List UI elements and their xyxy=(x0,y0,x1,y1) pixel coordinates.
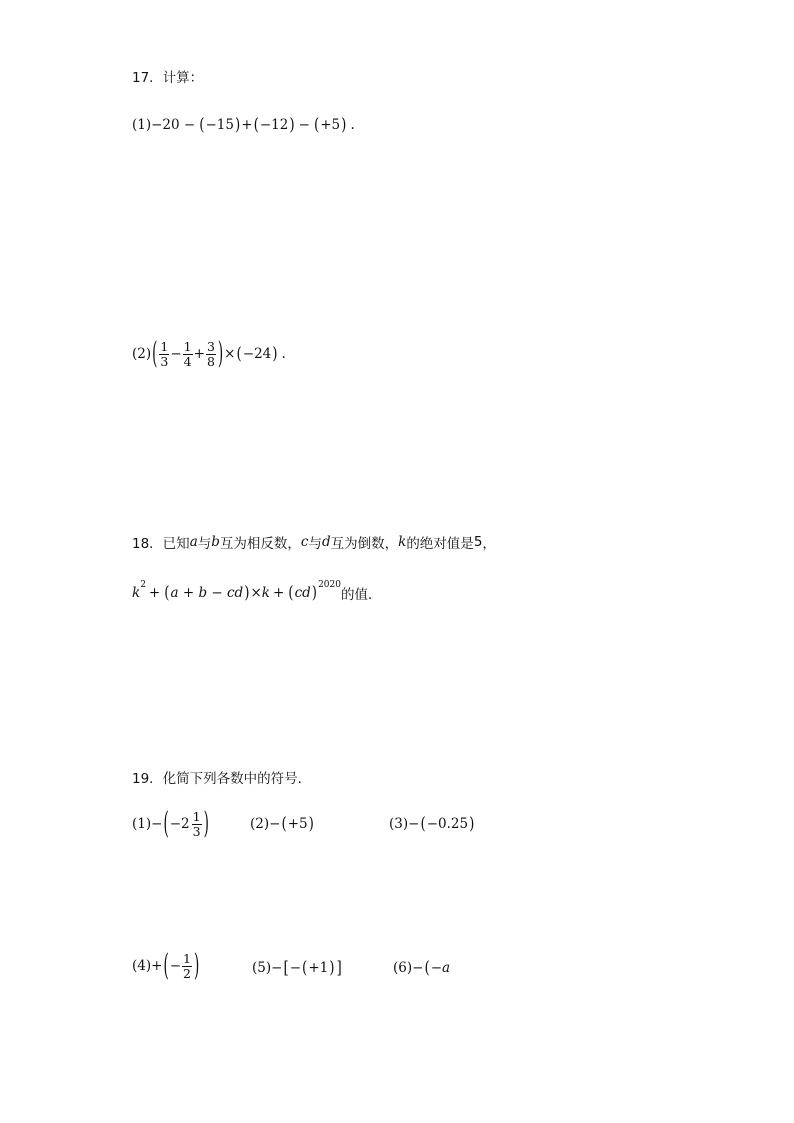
op: × xyxy=(250,585,262,601)
label: (3)− xyxy=(389,816,420,832)
label: (5)− xyxy=(252,960,283,976)
label: (1)− xyxy=(132,816,163,833)
q19-stem xyxy=(132,767,311,787)
q19-item-6 xyxy=(393,960,450,976)
q17-p2-end: . xyxy=(281,346,286,363)
q17-p1-op8: − xyxy=(298,117,310,133)
paren: ) xyxy=(311,583,318,603)
numerator: 1 xyxy=(160,339,169,354)
sign: − xyxy=(169,958,182,975)
q17-part2 xyxy=(132,336,286,372)
var-a: a xyxy=(189,534,198,550)
paren: ) xyxy=(235,115,241,135)
q19-item-2 xyxy=(250,816,315,832)
exponent: 2020 xyxy=(318,580,341,590)
paren: ( xyxy=(288,583,294,603)
q18-stem xyxy=(132,532,496,552)
big-paren-right: ) xyxy=(217,336,224,372)
q18-part: 与 xyxy=(197,536,212,552)
cd: cd xyxy=(294,585,311,601)
value: +5 xyxy=(287,816,308,832)
paren: ( xyxy=(302,958,308,978)
big-paren-right: ) xyxy=(193,948,200,984)
paren: ( xyxy=(236,344,242,365)
numerator: 3 xyxy=(206,339,215,354)
paren: ) xyxy=(329,958,335,978)
q17-p1-term2: −15 xyxy=(205,117,234,133)
big-paren-left: ( xyxy=(163,806,169,842)
q18-part: 互为相反数， xyxy=(219,536,301,552)
q19-item-3 xyxy=(389,816,475,832)
big-paren-left: ( xyxy=(152,336,158,372)
value: −0.25 xyxy=(426,816,469,832)
paren: ) xyxy=(289,115,295,135)
q18-part: 与 xyxy=(308,536,322,552)
fraction xyxy=(192,810,202,839)
var-d: d xyxy=(321,534,331,550)
q17-p1-op4: + xyxy=(241,117,253,133)
q17-stem xyxy=(132,66,203,86)
paren: ( xyxy=(253,115,259,135)
q17-stem-text: 17．计算： xyxy=(132,70,204,86)
denominator: 3 xyxy=(160,353,169,369)
q17-p1-label: (1) xyxy=(132,117,152,133)
var-k: k xyxy=(132,585,141,601)
q17-p1-term6: −12 xyxy=(259,117,289,133)
numerator: 1 xyxy=(183,339,192,354)
q18-part: 的绝对值是 xyxy=(406,536,474,552)
denominator: 2 xyxy=(183,965,191,981)
q18-num: 5 xyxy=(473,534,483,550)
var-k: k xyxy=(398,534,407,550)
paren: ) xyxy=(308,814,314,834)
q17-part1 xyxy=(132,117,355,133)
q19-item-1 xyxy=(132,806,210,842)
paren: ( xyxy=(164,583,170,603)
op: + xyxy=(193,346,205,363)
paren: ( xyxy=(313,115,320,135)
bracket: ] xyxy=(336,958,342,978)
q17-p1-term0: −20 − xyxy=(151,117,196,133)
q19-item-5 xyxy=(252,960,343,976)
q17-p2-label: (2) xyxy=(132,346,152,363)
paren: ( xyxy=(424,958,430,978)
paren: ) xyxy=(469,814,475,834)
q17-p1-term10: +5 xyxy=(320,117,341,133)
integer-part: −2 xyxy=(169,816,190,833)
numerator: 1 xyxy=(183,951,191,966)
inner-expr: a + b − cd xyxy=(170,585,244,601)
q18-tail: 的值． xyxy=(340,587,382,603)
times: × xyxy=(224,346,236,363)
label: (6)− xyxy=(393,960,424,976)
fraction xyxy=(159,340,169,369)
big-paren-left: ( xyxy=(163,948,169,984)
numerator: 1 xyxy=(192,809,201,824)
op: + xyxy=(148,585,161,601)
exponent: 2 xyxy=(140,580,146,590)
paren: ( xyxy=(199,115,205,135)
denominator: 4 xyxy=(183,353,192,369)
paren: ) xyxy=(341,115,347,135)
inner-sign: − xyxy=(289,960,302,976)
q18-expression xyxy=(132,580,382,603)
fraction xyxy=(206,340,216,369)
q17-p1-end: . xyxy=(350,117,355,133)
fraction xyxy=(183,340,193,369)
bracket: [ xyxy=(283,958,289,978)
big-paren-right: ) xyxy=(203,806,209,842)
value: −a xyxy=(430,960,451,976)
q19-stem-text: 19．化简下列各数中的符号． xyxy=(132,771,312,787)
var-c: c xyxy=(300,534,309,550)
fraction xyxy=(182,952,192,981)
q18-part: ， xyxy=(482,536,496,552)
label: (2)− xyxy=(250,816,281,832)
var-k: k xyxy=(261,585,270,601)
op: + xyxy=(272,585,285,601)
q18-part: 互为倒数， xyxy=(330,536,399,552)
q19-item-4 xyxy=(132,948,200,984)
paren: ) xyxy=(244,583,250,603)
q18-part: 18．已知 xyxy=(132,536,190,552)
op: − xyxy=(170,346,182,363)
denominator: 3 xyxy=(192,823,201,839)
factor: −24 xyxy=(242,346,272,363)
denominator: 8 xyxy=(206,353,215,369)
paren: ) xyxy=(272,344,278,365)
paren: ( xyxy=(281,814,287,834)
var-b: b xyxy=(211,534,220,550)
paren: ( xyxy=(420,814,426,834)
label: (4)+ xyxy=(132,958,163,975)
value: +1 xyxy=(308,960,329,976)
